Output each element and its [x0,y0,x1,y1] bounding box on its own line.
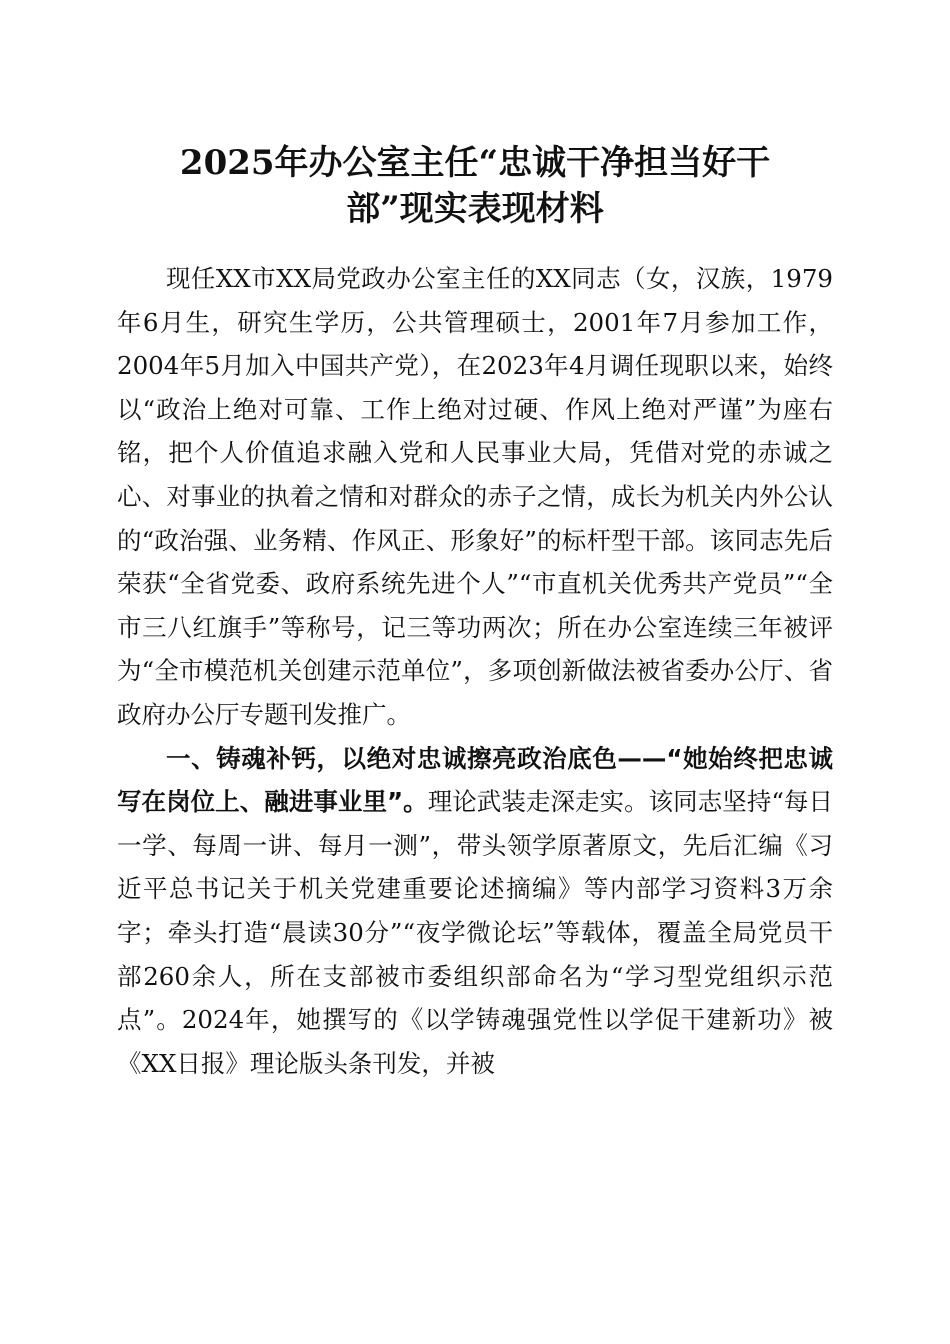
section-1-heading: 一、铸魂补钙，以绝对忠诚擦亮政治底色——“她始终把忠诚写在岗位上、融进事业里”。 [117,743,833,817]
section-1-text: 理论武装走深走实。该同志坚持“每日一学、每周一讲、每月一测”，带头领学原著原文，先后汇编《习近平总书记关于机关党建重要论述摘编》等内部学习资料3万余字；牵头打造“晨读30分”“夜学微论坛”等载体，覆盖全局党员干部260余人，所在支部被市委组织部命名为“学习型党组织示范点”。2024年，她撰写的《以学铸魂强党性以学促干建新功》被《XX日报》理论版头条刊发，并被 [117,787,833,1078]
paragraph-section-1 [117,737,833,1086]
paragraph-intro [117,257,833,737]
paragraph-intro-text: 现任XX市XX局党政办公室主任的XX同志（女，汉族，1979年6月生，研究生学历，公共管理硕士，2001年7月参加工作，2004年5月加入中国共产党），在2023年4月调任现职以来，始终以“政治上绝对可靠、工作上绝对过硬、作风上绝对严谨”为座右铭，把个人价值追求融入党和人民事业大局，凭借对党的赤诚之心、对事业的执着之情和对群众的赤子之情，成长为机关内外公认的“政治强、业务精、作风正、形象好”的标杆型干部。该同志先后荣获“全省党委、政府系统先进个人”“市直机关优秀共产党员”“全市三八红旗手”等称号，记三等功两次；所在办公室连续三年被评为“全市模范机关创建示范单位”，多项创新做法被省委办公厅、省政府办公厅专题刊发推广。 [117,264,833,729]
document-body [117,257,833,1085]
title-line-1: 2025年办公室主任“忠诚干净担当好干 [179,143,771,183]
title-line-2: 部”现实表现材料 [346,189,604,229]
document-title [120,140,830,232]
